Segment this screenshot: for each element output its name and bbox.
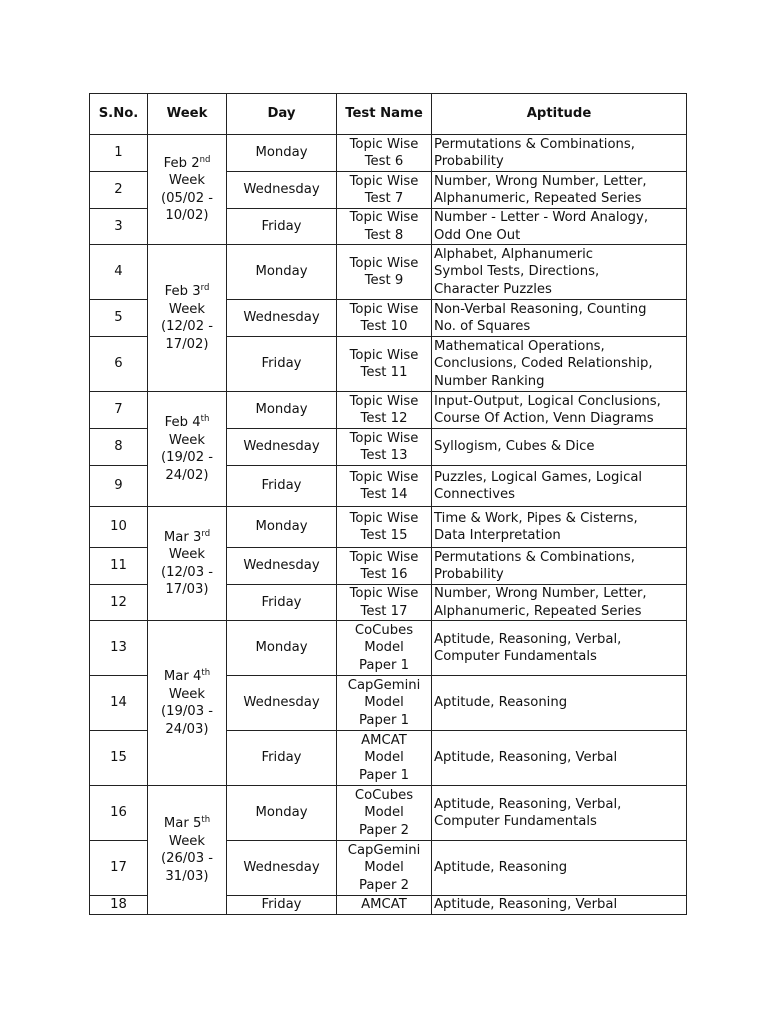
test-name-cell: Topic Wise Test 13 xyxy=(337,429,432,466)
aptitude-cell: Mathematical Operations, Conclusions, Coded Relationship, Number Ranking xyxy=(432,337,687,392)
week-number: 4 xyxy=(192,669,202,684)
table-row xyxy=(90,245,687,300)
week-cell xyxy=(148,786,227,915)
day-cell: Friday xyxy=(227,896,337,915)
week-date-range: (19/03 - 24/03) xyxy=(160,704,214,737)
aptitude-cell: Syllogism, Cubes & Dice xyxy=(432,429,687,466)
week-date-range: (12/02 - 17/02) xyxy=(160,319,214,352)
week-cell xyxy=(148,621,227,786)
sno-cell: 18 xyxy=(90,896,148,915)
sno-cell: 17 xyxy=(90,841,148,896)
sno-cell: 2 xyxy=(90,172,148,209)
header-day: Day xyxy=(227,94,337,135)
week-title xyxy=(150,815,224,833)
aptitude-cell: Puzzles, Logical Games, Logical Connectives xyxy=(432,466,687,507)
aptitude-cell: Non-Verbal Reasoning, Counting No. of Squares xyxy=(432,300,687,337)
week-cell xyxy=(148,392,227,507)
week-label: Week xyxy=(168,686,206,702)
header-aptitude: Aptitude xyxy=(432,94,687,135)
day-cell: Wednesday xyxy=(227,548,337,585)
week-label: Week xyxy=(168,432,206,448)
aptitude-cell: Aptitude, Reasoning xyxy=(432,841,687,896)
week-label: Week xyxy=(168,301,206,317)
day-cell: Friday xyxy=(227,337,337,392)
sno-cell: 14 xyxy=(90,676,148,731)
week-ordinal-suffix: th xyxy=(200,414,210,424)
week-cell xyxy=(148,245,227,392)
test-name-cell: CapGemini Model Paper 2 xyxy=(337,841,432,896)
week-date-range: (26/03 - 31/03) xyxy=(160,851,214,884)
week-month: Feb xyxy=(163,155,187,171)
table-row xyxy=(90,507,687,548)
week-month: Mar xyxy=(163,816,189,831)
week-number: 5 xyxy=(192,816,202,831)
test-name-cell: CoCubes Model Paper 1 xyxy=(337,621,432,676)
week-title xyxy=(150,668,224,686)
week-label: Week xyxy=(168,173,206,188)
day-cell: Friday xyxy=(227,731,337,786)
test-name-cell: Topic Wise Test 11 xyxy=(337,337,432,392)
aptitude-cell: Alphabet, Alphanumeric Symbol Tests, Directions, Character Puzzles xyxy=(432,245,687,300)
week-cell xyxy=(148,135,227,245)
week-cell xyxy=(148,507,227,621)
schedule-body xyxy=(90,135,687,915)
sno-cell: 9 xyxy=(90,466,148,507)
test-name-cell: CoCubes Model Paper 2 xyxy=(337,786,432,841)
test-name-cell: AMCAT xyxy=(337,896,432,915)
test-name-cell: Topic Wise Test 17 xyxy=(337,585,432,621)
test-name-cell: Topic Wise Test 7 xyxy=(337,172,432,209)
week-ordinal-suffix: rd xyxy=(200,283,210,293)
test-name-cell: CapGemini Model Paper 1 xyxy=(337,676,432,731)
week-month: Feb xyxy=(164,415,189,430)
sno-cell: 10 xyxy=(90,507,148,548)
header-row xyxy=(90,94,687,135)
aptitude-cell: Input-Output, Logical Conclusions, Course Of Action, Venn Diagrams xyxy=(432,392,687,429)
week-month: Feb xyxy=(164,284,188,299)
sno-cell: 8 xyxy=(90,429,148,466)
week-title xyxy=(150,283,224,301)
week-ordinal-suffix: rd xyxy=(201,528,211,539)
table-row xyxy=(90,135,687,172)
sno-cell: 13 xyxy=(90,621,148,676)
test-name-cell: Topic Wise Test 10 xyxy=(337,300,432,337)
week-date-range: (12/03 - 17/03) xyxy=(160,564,214,597)
test-name-cell: Topic Wise Test 8 xyxy=(337,209,432,245)
sno-cell: 7 xyxy=(90,392,148,429)
test-name-cell: AMCAT Model Paper 1 xyxy=(337,731,432,786)
week-month: Mar xyxy=(163,669,189,684)
test-name-cell: Topic Wise Test 14 xyxy=(337,466,432,507)
sno-cell: 11 xyxy=(90,548,148,585)
day-cell: Friday xyxy=(227,209,337,245)
week-title xyxy=(150,414,224,432)
week-ordinal-suffix: nd xyxy=(199,154,211,165)
day-cell: Wednesday xyxy=(227,300,337,337)
week-month: Mar xyxy=(163,529,189,545)
day-cell: Monday xyxy=(227,507,337,548)
aptitude-cell: Aptitude, Reasoning, Verbal xyxy=(432,896,687,915)
sno-cell: 5 xyxy=(90,300,148,337)
day-cell: Wednesday xyxy=(227,841,337,896)
day-cell: Monday xyxy=(227,392,337,429)
aptitude-cell: Permutations & Combinations, Probability xyxy=(432,548,687,585)
aptitude-cell: Aptitude, Reasoning xyxy=(432,676,687,731)
aptitude-cell: Time & Work, Pipes & Cisterns, Data Interpretation xyxy=(432,507,687,548)
aptitude-cell: Permutations & Combinations, Probability xyxy=(432,135,687,172)
day-cell: Monday xyxy=(227,245,337,300)
week-label: Week xyxy=(168,547,206,562)
table-row xyxy=(90,786,687,841)
test-name-cell: Topic Wise Test 12 xyxy=(337,392,432,429)
test-name-cell: Topic Wise Test 16 xyxy=(337,548,432,585)
header-sno: S.No. xyxy=(90,94,148,135)
test-name-cell: Topic Wise Test 15 xyxy=(337,507,432,548)
week-number: 3 xyxy=(192,529,202,545)
header-week: Week xyxy=(148,94,227,135)
aptitude-cell: Number - Letter - Word Analogy, Odd One Out xyxy=(432,209,687,245)
sno-cell: 16 xyxy=(90,786,148,841)
sno-cell: 4 xyxy=(90,245,148,300)
week-title xyxy=(150,155,224,173)
week-number: 4 xyxy=(192,415,201,430)
test-name-cell: Topic Wise Test 9 xyxy=(337,245,432,300)
week-date-range: (05/02 - 10/02) xyxy=(160,190,214,223)
day-cell: Monday xyxy=(227,135,337,172)
week-number: 2 xyxy=(191,155,200,171)
day-cell: Wednesday xyxy=(227,429,337,466)
week-date-range: (19/02 - 24/02) xyxy=(160,450,214,483)
header-test-name: Test Name xyxy=(337,94,432,135)
day-cell: Wednesday xyxy=(227,676,337,731)
aptitude-cell: Aptitude, Reasoning, Verbal xyxy=(432,731,687,786)
table-row xyxy=(90,621,687,676)
aptitude-cell: Aptitude, Reasoning, Verbal, Computer Fundamentals xyxy=(432,786,687,841)
aptitude-cell: Number, Wrong Number, Letter, Alphanumeric, Repeated Series xyxy=(432,172,687,209)
sno-cell: 15 xyxy=(90,731,148,786)
aptitude-cell: Number, Wrong Number, Letter, Alphanumeric, Repeated Series xyxy=(432,585,687,621)
day-cell: Monday xyxy=(227,786,337,841)
week-title xyxy=(150,529,224,547)
aptitude-cell: Aptitude, Reasoning, Verbal, Computer Fundamentals xyxy=(432,621,687,676)
sno-cell: 1 xyxy=(90,135,148,172)
week-number: 3 xyxy=(192,284,201,299)
test-name-cell: Topic Wise Test 6 xyxy=(337,135,432,172)
day-cell: Friday xyxy=(227,466,337,507)
schedule-table xyxy=(89,93,687,915)
week-label: Week xyxy=(168,833,206,849)
sno-cell: 3 xyxy=(90,209,148,245)
sno-cell: 6 xyxy=(90,337,148,392)
table-row xyxy=(90,392,687,429)
day-cell: Wednesday xyxy=(227,172,337,209)
day-cell: Monday xyxy=(227,621,337,676)
week-ordinal-suffix: th xyxy=(201,668,211,678)
day-cell: Friday xyxy=(227,585,337,621)
sno-cell: 12 xyxy=(90,585,148,621)
week-ordinal-suffix: th xyxy=(201,815,211,825)
